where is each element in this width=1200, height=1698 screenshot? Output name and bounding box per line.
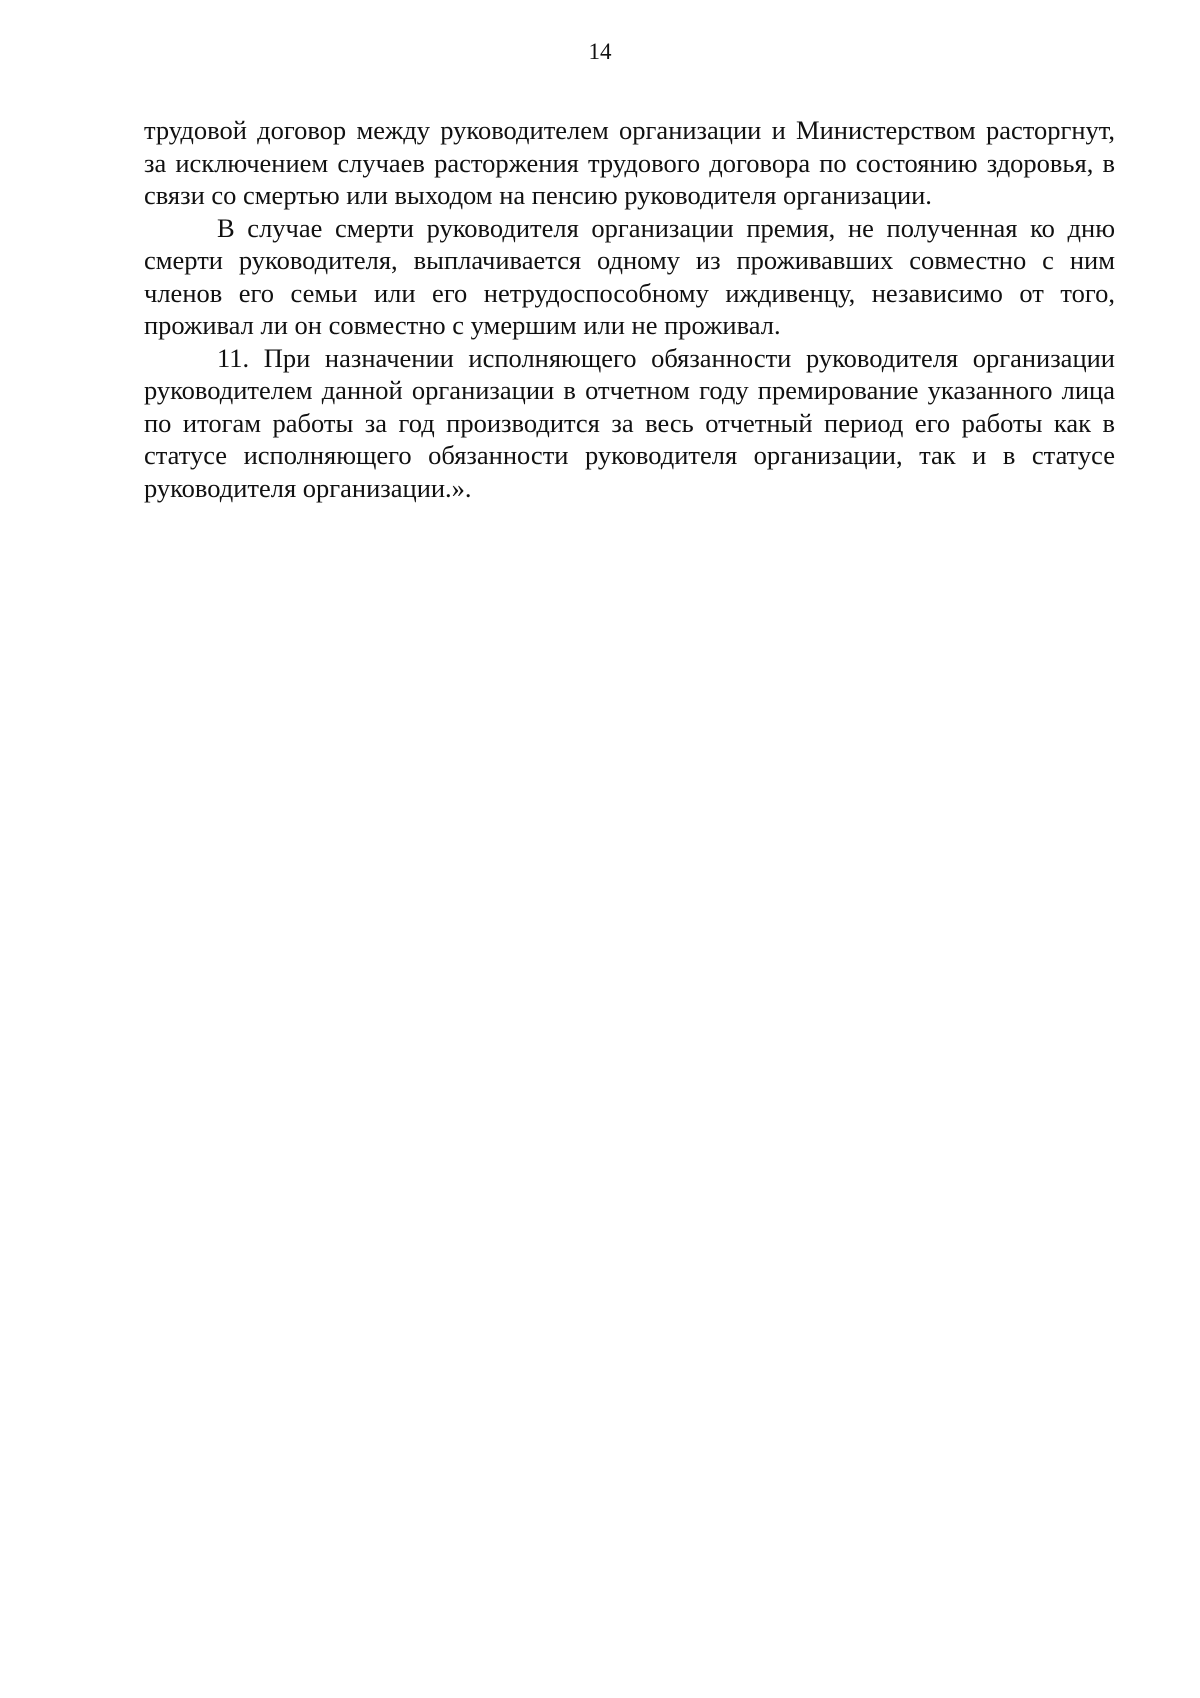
page-number: 14 [588,39,612,64]
paragraph-item-11: 11. При назначении исполняющего обязанности руководителя организации руководителем данной организации в отчетном году премирование указанного лица по итогам работы за год производится за весь отчетный период его работы как в статусе исполняющего обязанности руководителя организации, так и в статусе руководителя организации.». [144,342,1115,503]
paragraph-contract-termination: трудовой договор между руководителем организации и Министерством расторгнут, за исключением случаев расторжения трудового договора по состоянию здоровья, в связи со смертью или выходом на пенсию руководителя организации. [144,115,1115,210]
paragraph-death-of-head: В случае смерти руководителя организации премия, не полученная ко дню смерти руководителя, выплачивается одному из проживавших совместно с ним членов его семьи или его нетрудоспособному иждивенцу, независимо от того, проживал ли он совместно с умершим или не проживал. [144,212,1115,340]
document-body [144,114,1115,504]
